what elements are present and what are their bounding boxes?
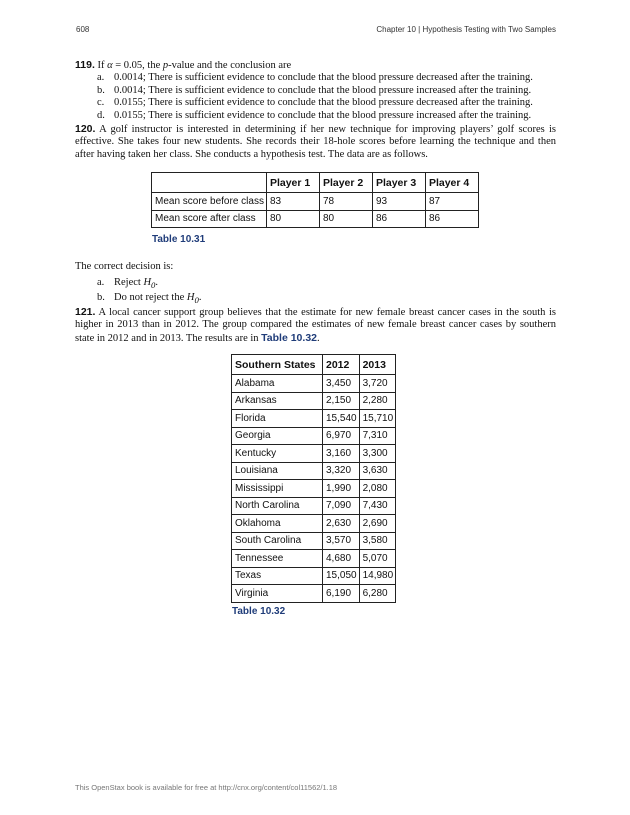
value-cell: 3,630 <box>359 462 396 480</box>
table-10-31 <box>151 172 479 228</box>
value-cell: 6,970 <box>323 427 360 445</box>
row-label: Mean score after class <box>152 210 267 228</box>
table-row <box>152 193 479 211</box>
p-letter: p <box>162 60 169 71</box>
value-cell: 15,050 <box>323 567 360 585</box>
value-cell: 6,280 <box>359 585 396 603</box>
question-119 <box>75 59 556 122</box>
table-row <box>152 210 479 228</box>
value-cell: 15,710 <box>359 410 396 428</box>
table-cell: 83 <box>266 193 319 211</box>
table-row <box>232 410 396 428</box>
option-b: b. Do not reject the $H_0$. <box>97 291 202 305</box>
table-row <box>232 585 396 603</box>
question-119-stem <box>75 59 556 72</box>
table-row <box>232 567 396 585</box>
value-cell: 4,680 <box>323 550 360 568</box>
question-121: 121. A local cancer support group believes that the estimate for new female breast cancer cases in the south is higher in 2013 than in 2012. The group compared the estimates of new female breast cancer cases by southern state in 2012 and in 2013. The results are in Table 10.32. <box>75 306 557 344</box>
option-a: a. Reject $H_0$. <box>97 277 159 291</box>
footer-note: This OpenStax book is available for free at http://cnx.org/content/col11562/1.18 <box>75 783 338 792</box>
decision-prompt: The correct decision is: <box>75 261 174 272</box>
value-cell: 5,070 <box>359 550 396 568</box>
state-cell: Florida <box>232 410 323 428</box>
table-cell: 86 <box>372 210 425 228</box>
option-d: d. 0.0155; There is sufficient evidence to conclude that the blood pressure increased after the training. <box>97 109 532 121</box>
table-row <box>232 550 396 568</box>
state-cell: Louisiana <box>232 462 323 480</box>
table-cell: 78 <box>319 193 372 211</box>
value-cell: 2,630 <box>323 515 360 533</box>
table-caption: Table 10.31 <box>152 234 206 245</box>
table-row <box>232 427 396 445</box>
question-number: 121. <box>75 306 96 318</box>
table-caption: Table 10.32 <box>232 606 286 617</box>
table-row <box>232 532 396 550</box>
state-cell: Georgia <box>232 427 323 445</box>
header-cell <box>152 173 267 193</box>
table-cell: 87 <box>425 193 478 211</box>
state-cell: South Carolina <box>232 532 323 550</box>
chapter-title: Chapter 10 | Hypothesis Testing with Two Samples <box>376 25 556 34</box>
page-number: 608 <box>76 25 90 34</box>
value-cell: 3,580 <box>359 532 396 550</box>
table-row <box>232 515 396 533</box>
question-number: 120. <box>75 123 96 135</box>
header-cell: Player 4 <box>425 173 478 193</box>
value-cell: 3,450 <box>323 375 360 393</box>
state-cell: Texas <box>232 567 323 585</box>
value-cell: 14,980 <box>359 567 396 585</box>
question-120-text: A golf instructor is interested in determining if her new technique for improving players’ golf scores is effective. She takes four new students. She records their 18-hole scores before learning the technique and then after having taken her class. She conducts a hypothesis test. The data are as follows. <box>75 124 557 160</box>
state-cell: Arkansas <box>232 392 323 410</box>
value-cell: 3,160 <box>323 445 360 463</box>
table-link[interactable]: Table 10.32 <box>261 331 317 344</box>
stem-text: = 0.05, the <box>115 60 161 71</box>
table-cell: 93 <box>372 193 425 211</box>
question-120 <box>75 123 556 161</box>
value-cell: 2,150 <box>323 392 360 410</box>
option-b: b. 0.0014; There is sufficient evidence to conclude that the blood pressure increased after the training. <box>97 84 532 96</box>
value-cell: 15,540 <box>323 410 360 428</box>
option-c: c. 0.0155; There is sufficient evidence to conclude that the blood pressure decreased after the training. <box>97 97 533 109</box>
table-header-row <box>232 355 396 375</box>
header-cell: Southern States <box>232 355 323 375</box>
value-cell: 7,310 <box>359 427 396 445</box>
table-cell: 80 <box>266 210 319 228</box>
row-label: Mean score before class <box>152 193 267 211</box>
state-cell: Oklahoma <box>232 515 323 533</box>
table-row <box>232 462 396 480</box>
question-121-text: A local cancer support group believes that the estimate for new female breast cancer cases in the south is higher in 2013 than in 2012. The group compared the estimates of new female breast cancer cases by southern state in 2012 and in 2013. The results are in <box>75 307 557 344</box>
state-cell: Tennessee <box>232 550 323 568</box>
table-header-row <box>152 173 479 193</box>
state-cell: Virginia <box>232 585 323 603</box>
table-row <box>232 480 396 498</box>
header-cell: Player 1 <box>266 173 319 193</box>
value-cell: 3,720 <box>359 375 396 393</box>
state-cell: Kentucky <box>232 445 323 463</box>
table-cell: 86 <box>425 210 478 228</box>
header-cell: Player 3 <box>372 173 425 193</box>
value-cell: 2,690 <box>359 515 396 533</box>
value-cell: 7,430 <box>359 497 396 515</box>
value-cell: 1,990 <box>323 480 360 498</box>
header-cell: Player 2 <box>319 173 372 193</box>
stem-text: -value and the conclusion are <box>168 60 292 71</box>
header-cell: 2012 <box>323 355 360 375</box>
stem-text: If <box>97 60 105 71</box>
table-row <box>232 445 396 463</box>
value-cell: 7,090 <box>323 497 360 515</box>
value-cell: 6,190 <box>323 585 360 603</box>
table-10-32 <box>231 354 396 603</box>
state-cell: North Carolina <box>232 497 323 515</box>
value-cell: 3,320 <box>323 462 360 480</box>
value-cell: 3,300 <box>359 445 396 463</box>
state-cell: Mississippi <box>232 480 323 498</box>
table-row <box>232 497 396 515</box>
question-number: 119. <box>75 59 95 71</box>
table-row <box>232 392 396 410</box>
header-cell: 2013 <box>359 355 396 375</box>
value-cell: 2,280 <box>359 392 396 410</box>
alpha-symbol: α <box>107 60 113 71</box>
value-cell: 3,570 <box>323 532 360 550</box>
table-row <box>232 375 396 393</box>
state-cell: Alabama <box>232 375 323 393</box>
value-cell: 2,080 <box>359 480 396 498</box>
table-cell: 80 <box>319 210 372 228</box>
decision-options <box>75 277 556 306</box>
option-a: a. 0.0014; There is sufficient evidence to conclude that the blood pressure decreased after the training. <box>97 72 533 84</box>
